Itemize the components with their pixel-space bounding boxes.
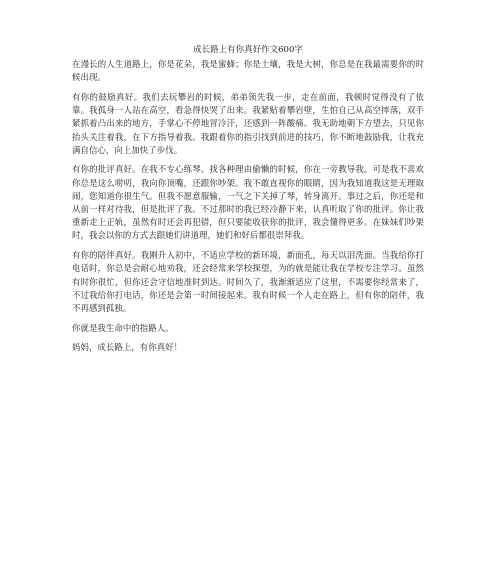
paragraph-intro: 在漫长的人生道路上，你是花朵，我是蜜蜂；你是土壤，我是大树，你总是在我最需要你的时候出现。 xyxy=(72,59,424,83)
document-title: 成长路上有你真好作文600字 xyxy=(193,45,303,55)
paragraph-encouragement: 有你的鼓励真好。我们去玩攀岩的时候，弟弟领先我一步，走在前面，我顿时觉得没有了依靠。我孤身一人站在高空，看急得快哭了出来。我紧贴着攀岩壁，生怕自己从高空摔落，双手紧抓着凸出来的地方，手掌心不停地冒冷汗，还感到一阵酸痛。我无助地朝下方望去，只见你抬头关注着我，在下方指导着我。我跟着你的指引找到前进的技巧，你不断地鼓励我，让我充满自信心，向上加快了步伐。 xyxy=(72,91,424,155)
paragraph-guide: 你就是我生命中的指路人。 xyxy=(72,322,174,333)
paragraph-closing: 妈妈，成长路上，有你真好！ xyxy=(72,342,183,353)
document-page xyxy=(72,44,424,361)
paragraph-criticism: 有你的批评真好。在我不专心练琴、找各种理由偷懒的时候，你在一旁教导我。可是我不喜欢你总是这么唠叨，我向你顶嘴，还跟你吵架。我不敢直视你的眼睛，因为我知道我这是无理取闹，您知道你很生气。但我不愿意服输，一气之下关掉了琴，转身离开。事过之后，你还是和从前一样对待我，但是批评了我。不过那时的我已经冷静下来，认真听取了你的批评。你让我重新走上正轨，虽然有时还会再犯错，但只要能收获你的批评，我会懂得更多。在妹妹们吵架时，我会以你的方式去跟她们讲道理，她们和好后都很崇拜我。 xyxy=(72,164,424,241)
paragraph-companionship: 有你的陪伴真好。我刚升入初中，不适应学校的新环境，新面孔，每天以泪洗面。当我给你打电话时，你总是会耐心地劝我，还会经常来学校探望，为的就是能让我在学校专注学习。虽然有时你很忙，但你还会守信地准时到达。时间久了，我渐渐适应了这里，不需要你经常来了，不过我给你打电话，你还是会第一时间接起来。我有时候一个人走在路上，但有你的陪伴，我不再感到孤独。 xyxy=(72,250,424,313)
